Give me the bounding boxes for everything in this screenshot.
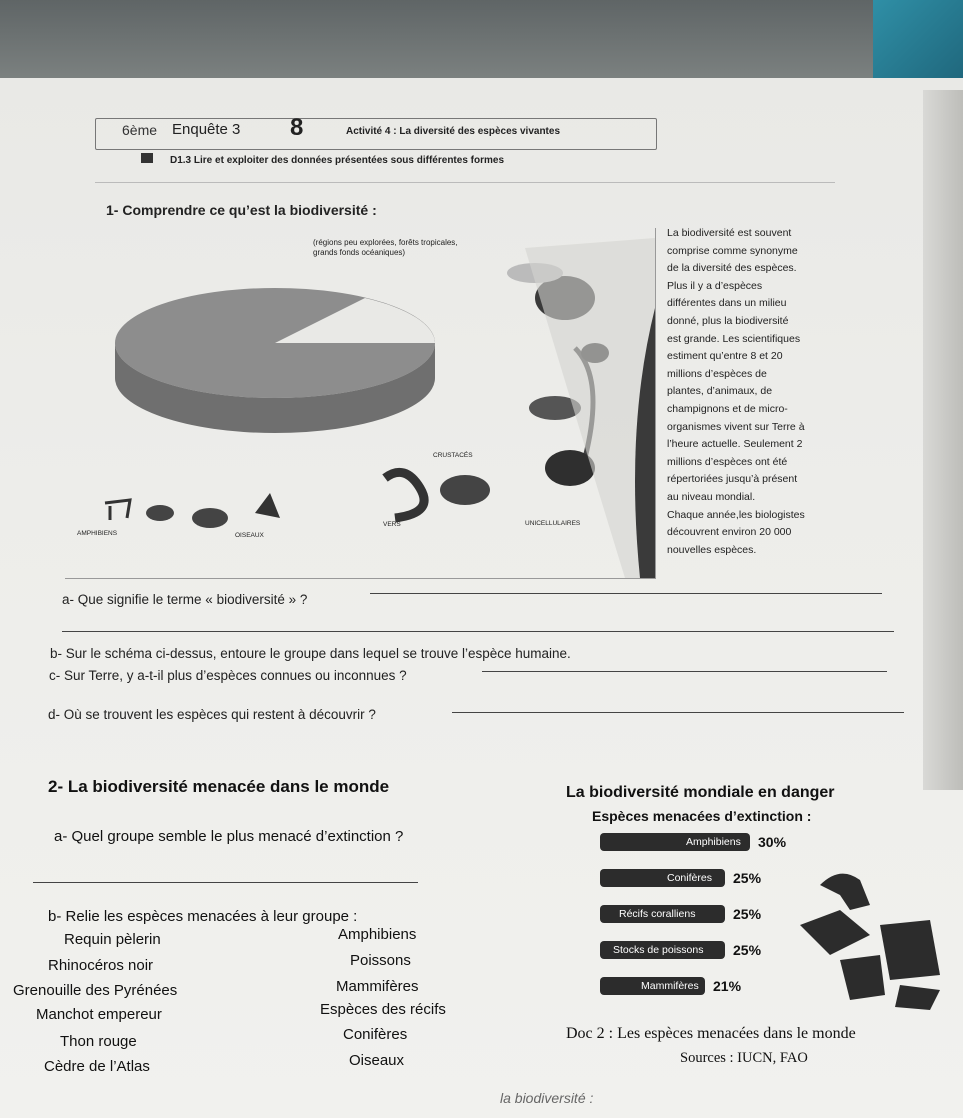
text-line: comprise comme synonyme — [667, 244, 798, 257]
animal-silhouette — [800, 910, 870, 955]
text-line: différentes dans un milieu — [667, 297, 787, 310]
animal-silhouette — [880, 920, 940, 980]
text-line: plantes, d’animaux, de — [667, 385, 773, 398]
section1-title: 1- Comprendre ce qu’est la biodiversité : — [106, 202, 377, 218]
species-item[interactable]: Rhinocéros noir — [48, 957, 154, 974]
text-line: est grande. Les scientifiques — [667, 332, 801, 345]
text-line: La biodiversité est souvent — [667, 227, 792, 239]
animal-silhouettes — [780, 865, 950, 1015]
answer-line[interactable] — [452, 712, 904, 713]
worm-icon — [385, 472, 424, 518]
question-1d: d- Où se trouvent les espèces qui restent à découvrir ? — [48, 707, 376, 722]
biodiversity-diagram — [65, 228, 656, 579]
animal-silhouette — [895, 985, 940, 1010]
bar-value: 25% — [733, 906, 762, 922]
text-line: estiment qu’entre 8 et 20 — [667, 350, 783, 363]
answer-line[interactable] — [370, 593, 882, 594]
text-line: donné, plus la biodiversité — [667, 314, 789, 327]
species-item[interactable]: Requin pèlerin — [64, 931, 161, 948]
handwritten-note: la biodiversité : — [500, 1090, 594, 1106]
text-line: de la diversité des espèces. — [667, 262, 797, 275]
competence-label: D1.3 Lire et exploiter des données présentées sous différentes formes — [170, 155, 505, 166]
group-item[interactable]: Mammifères — [336, 978, 419, 995]
bar-value: 25% — [733, 942, 762, 958]
text-line: nouvelles espèces. — [667, 543, 757, 556]
frog-icon — [146, 505, 174, 521]
bar-value: 21% — [713, 978, 742, 994]
competence-square-icon — [141, 153, 153, 163]
crab-icon — [440, 475, 490, 505]
divider — [95, 182, 835, 183]
question-1c: c- Sur Terre, y a-t-il plus d’espèces connues ou inconnues ? — [49, 668, 407, 683]
animal-silhouette — [820, 874, 870, 910]
text-line: millions d’espèces de — [667, 367, 767, 380]
text-line: Chaque année,les biologistes — [667, 508, 805, 521]
species-item[interactable]: Thon rouge — [60, 1033, 137, 1050]
bar-label: Mammifères — [641, 980, 699, 992]
vers-label: VERS — [383, 521, 401, 528]
group-item[interactable]: Oiseaux — [349, 1052, 405, 1069]
bar-value: 30% — [758, 834, 787, 850]
answer-line[interactable] — [33, 882, 418, 883]
group-item[interactable]: Amphibiens — [338, 926, 417, 943]
text-line: champignons et de micro- — [667, 402, 788, 415]
group-item[interactable]: Espèces des récifs — [320, 1001, 446, 1018]
group-item[interactable]: Conifères — [343, 1026, 408, 1043]
species-item[interactable]: Cèdre de l’Atlas — [44, 1058, 150, 1075]
level-label: 6ème — [122, 122, 158, 138]
unicellulaires-label: UNICELLULAIRES — [525, 520, 581, 527]
question-2b: b- Relie les espèces menacées à leur groupe : — [48, 908, 358, 925]
question-1a: a- Que signifie le terme « biodiversité » ? — [62, 592, 308, 607]
biodiversity-text — [667, 225, 877, 559]
bird-icon — [255, 493, 280, 518]
section2-title: 2- La biodiversité menacée dans le monde — [48, 777, 390, 796]
snail-icon — [545, 450, 595, 486]
text-line: Plus il y a d’espèces — [667, 279, 763, 292]
doc-caption: Doc 2 : Les espèces menacées dans le monde — [566, 1025, 856, 1042]
animal-silhouette — [840, 955, 885, 1000]
species-item[interactable]: Manchot empereur — [36, 1006, 162, 1023]
turtle-icon — [192, 508, 228, 528]
text-line: organismes vivent sur Terre à — [667, 420, 805, 433]
doc-subtitle: Espèces menacées d’extinction : — [592, 808, 812, 824]
sequence-number: 8 — [290, 114, 304, 141]
oiseaux-label: OISEAUX — [235, 532, 264, 539]
adjacent-sheet — [923, 90, 963, 790]
activity-title: Activité 4 : La diversité des espèces vivantes — [346, 126, 560, 137]
question-1b: b- Sur le schéma ci-dessus, entoure le groupe dans lequel se trouve l’espèce humaine. — [50, 646, 571, 661]
text-line: l’heure actuelle. Seulement 2 — [667, 438, 803, 451]
bar-label: Récifs coralliens — [619, 908, 696, 920]
species-item[interactable]: Grenouille des Pyrénées — [13, 982, 178, 999]
amphibiens-label: AMPHIBIENS — [77, 530, 118, 537]
text-line: répertoriées jusqu’à présent — [667, 473, 798, 486]
zebra-icon — [105, 500, 130, 520]
bar-label: Amphibiens — [686, 836, 741, 848]
bar-label: Conifères — [667, 872, 712, 884]
enquete-title: Enquête 3 — [172, 121, 241, 138]
group-item[interactable]: Poissons — [350, 952, 411, 969]
question-2a: a- Quel groupe semble le plus menacé d’extinction ? — [54, 828, 404, 845]
bar-label: Stocks de poissons — [613, 944, 704, 956]
answer-line[interactable] — [482, 671, 887, 672]
doc-sources: Sources : IUCN, FAO — [680, 1050, 808, 1066]
doc-title: La biodiversité mondiale en danger — [566, 784, 835, 801]
answer-line[interactable] — [62, 631, 894, 632]
text-line: millions d’espèces ont été — [667, 455, 788, 468]
bar-value: 25% — [733, 870, 762, 886]
crustaces-label: CRUSTACÉS — [433, 452, 473, 459]
text-line: découvrent environ 20 000 — [667, 526, 792, 539]
regions-label: (régions peu explorées, forêts tropicales, grands fonds océaniques) — [313, 238, 458, 257]
text-line: au niveau mondial. — [667, 490, 756, 503]
